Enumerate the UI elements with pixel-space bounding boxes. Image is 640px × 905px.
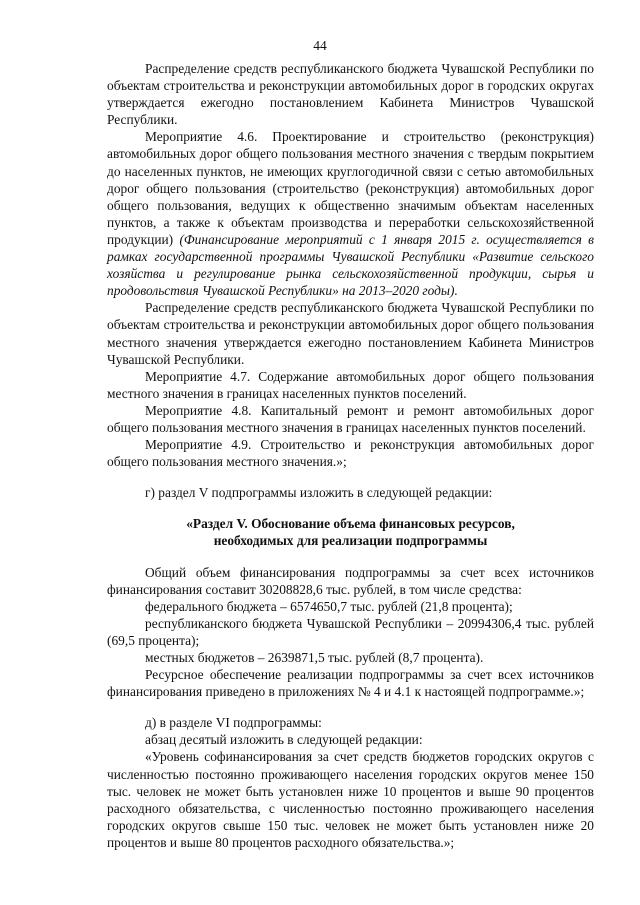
paragraph-cofinancing-level: «Уровень софинансирования за счет средств бюджетов городских округов с численностью постоянно проживающего населения городских округов менее 150 тыс. человек не может быть установлен ниже 10 процентов и выше 90 процентов расходного обязательства, с численностью постоянно проживающего населения городских округов свыше 150 тыс. человек не может быть установлен ниже 20 процентов и выше 80 процентов расходного обязательства.»; xyxy=(107,749,594,850)
paragraph-local-budgets: местных бюджетов – 2639871,5 тыс. рублей (8,7 процента). xyxy=(145,650,484,665)
paragraph-section-g: г) раздел V подпрограммы изложить в следующей редакции: xyxy=(145,485,493,501)
paragraph-tenth-clause: абзац десятый изложить в следующей редакции: xyxy=(145,732,423,748)
measure-4-6-text: Мероприятие 4.6. Проектирование и строительство (реконструкция) автомобильных дорог общего пользования местного значения с твердым покрытием до населенных пунктов, не имеющих круглогодичной связи с сетью автомобильных дорог общего пользования (строительство (реконструкция) автомобильных дорог общего пользования, ведущих к общественно значимым объектам населенных пунктов, а также к объектам производства и переработки сельскохозяйственной продукции) xyxy=(107,129,594,247)
section-heading-line-2: необходимых для реализации подпрограммы xyxy=(213,533,488,549)
measure-4-6-financing-note: (Финансирование мероприятий с 1 января 2015 г. осуществляется в рамках государственной программы Чувашской Республики «Развитие сельского хозяйства и регулирование рынка сельскохозяйственной продукции, сырья и продовольствия Чувашской Республики» на 2013–2020 годы). xyxy=(107,231,594,299)
paragraph-measure-4-8: Мероприятие 4.8. Капитальный ремонт и ремонт автомобильных дорог общего пользования местного значения в границах населенных пунктов поселений. xyxy=(107,402,594,435)
paragraph-republican-budget: республиканского бюджета Чувашской Республики – 20994306,4 тыс. рублей (69,5 процента); xyxy=(107,615,594,648)
paragraph-resource-provision: Ресурсное обеспечение реализации подпрограммы за счет всех источников финансирования приведено в приложениях № 4 и 4.1 к настоящей подпрограмме.»; xyxy=(107,667,594,700)
section-heading-line-1: «Раздел V. Обоснование объема финансовых ресурсов, xyxy=(186,516,515,532)
paragraph-section-d: д) в разделе VI подпрограммы: xyxy=(145,715,322,731)
paragraph-measure-4-9: Мероприятие 4.9. Строительство и реконструкция автомобильных дорог общего пользования местного значения.»; xyxy=(107,437,594,470)
paragraph-total-financing: Общий объем финансирования подпрограммы за счет всех источников финансирования составит 30208828,6 тыс. рублей, в том числе средства: xyxy=(107,564,594,597)
paragraph-measure-4-6 xyxy=(107,128,594,299)
page-number: 44 xyxy=(313,38,327,53)
paragraph-distribution-local: Распределение средств республиканского бюджета Чувашской Республики по объектам строительства и реконструкции автомобильных дорог общего пользования местного значения утверждается ежегодно постановлением Кабинета Министров Чувашской Республики. xyxy=(107,300,594,367)
document-body xyxy=(107,60,594,851)
paragraph-distribution-urban: Распределение средств республиканского бюджета Чувашской Республики по объектам строительства и реконструкции автомобильных дорог в городских округах утверждается ежегодно постановлением Кабинета Министров Чувашской Республики. xyxy=(107,61,594,128)
paragraph-measure-4-7: Мероприятие 4.7. Содержание автомобильных дорог общего пользования местного значения в границах населенных пунктов поселений. xyxy=(107,368,594,401)
paragraph-federal-budget: федерального бюджета – 6574650,7 тыс. рублей (21,8 процента); xyxy=(145,598,513,614)
section-heading xyxy=(107,515,594,549)
